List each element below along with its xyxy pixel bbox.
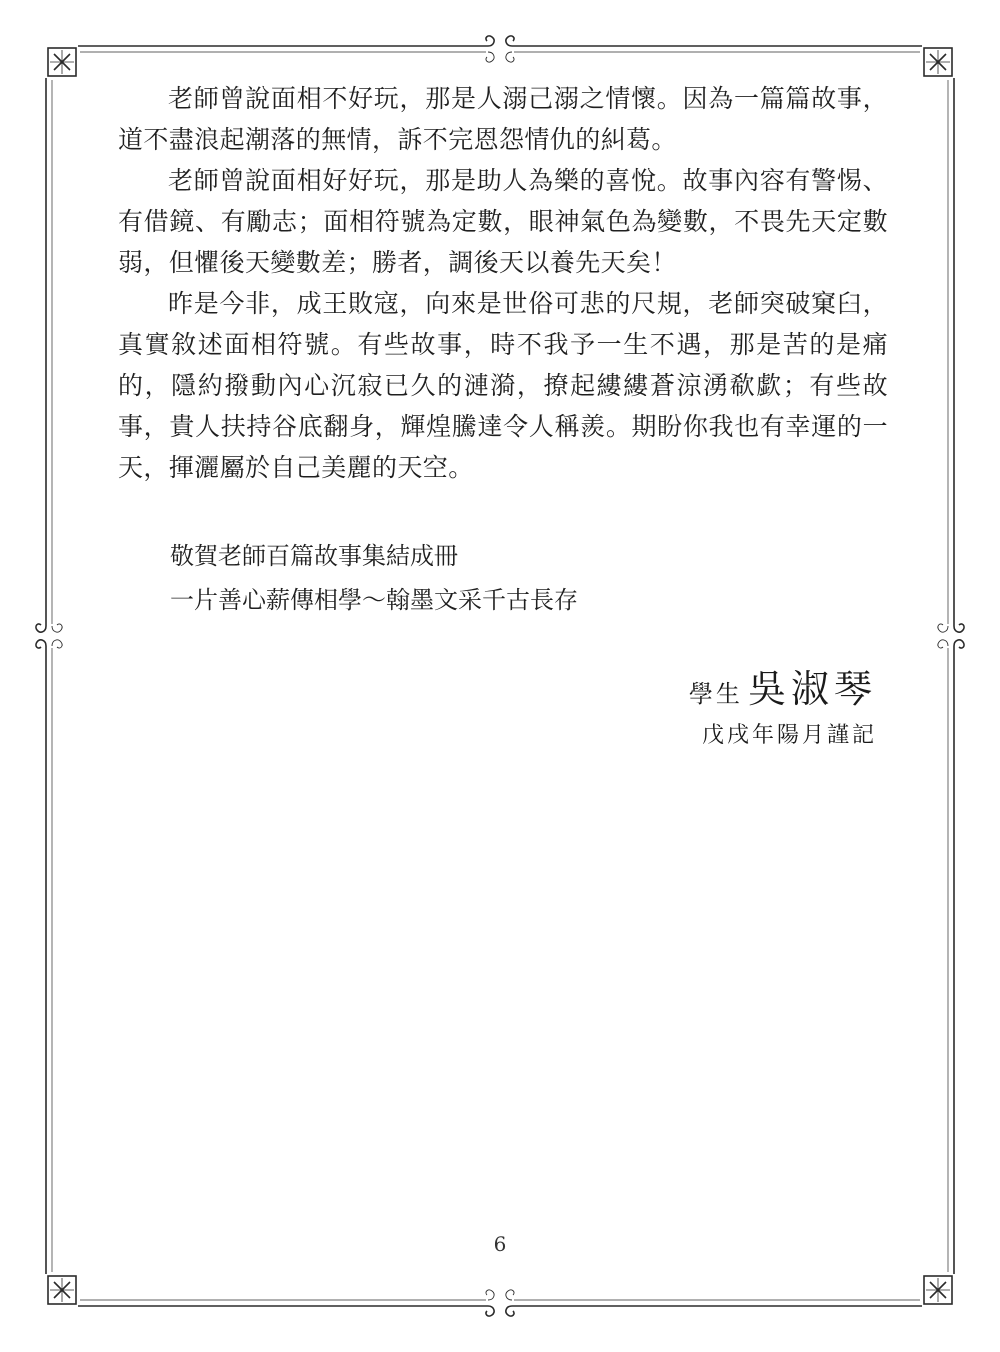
paragraph-3: 昨是今非，成王敗寇，向來是世俗可悲的尺規，老師突破窠臼，真實敘述面相符號。有些故事，時不我予一生不遇，那是苦的是痛的，隱約撥動內心沉寂已久的漣漪，撩起縷縷蒼涼湧欷歔；有些故事，貴人扶持谷底翻身，輝煌騰達令人稱羨。期盼你我也有幸運的一天，揮灑屬於自己美麗的天空。: [118, 289, 888, 482]
signature: [689, 658, 877, 713]
paragraph-2: 老師曾說面相好好玩，那是助人為樂的喜悅。故事內容有警惕、有借鏡、有勵志；面相符號為定數，眼神氣色為變數，不畏先天定數弱，但懼後天變數差；勝者，調後天以養先天矣！: [118, 166, 888, 277]
tribute-block: [170, 534, 578, 622]
signature-name: 吳淑琴: [747, 667, 877, 711]
paragraph-1: 老師曾說面相不好玩，那是人溺己溺之情懷。因為一篇篇故事，道不盡浪起潮落的無情，訴不完恩怨情仇的糾葛。: [118, 84, 888, 154]
body-text: [118, 78, 888, 488]
signature-date: 戊戌年陽月謹記: [701, 723, 877, 748]
signature-role: 學生: [688, 680, 743, 708]
tribute-line-1: 敬賀老師百篇故事集結成冊: [170, 542, 458, 570]
tribute-line-2: 一片善心薪傳相學～翰墨文采千古長存: [170, 586, 578, 614]
page-number: 6: [493, 1232, 507, 1256]
